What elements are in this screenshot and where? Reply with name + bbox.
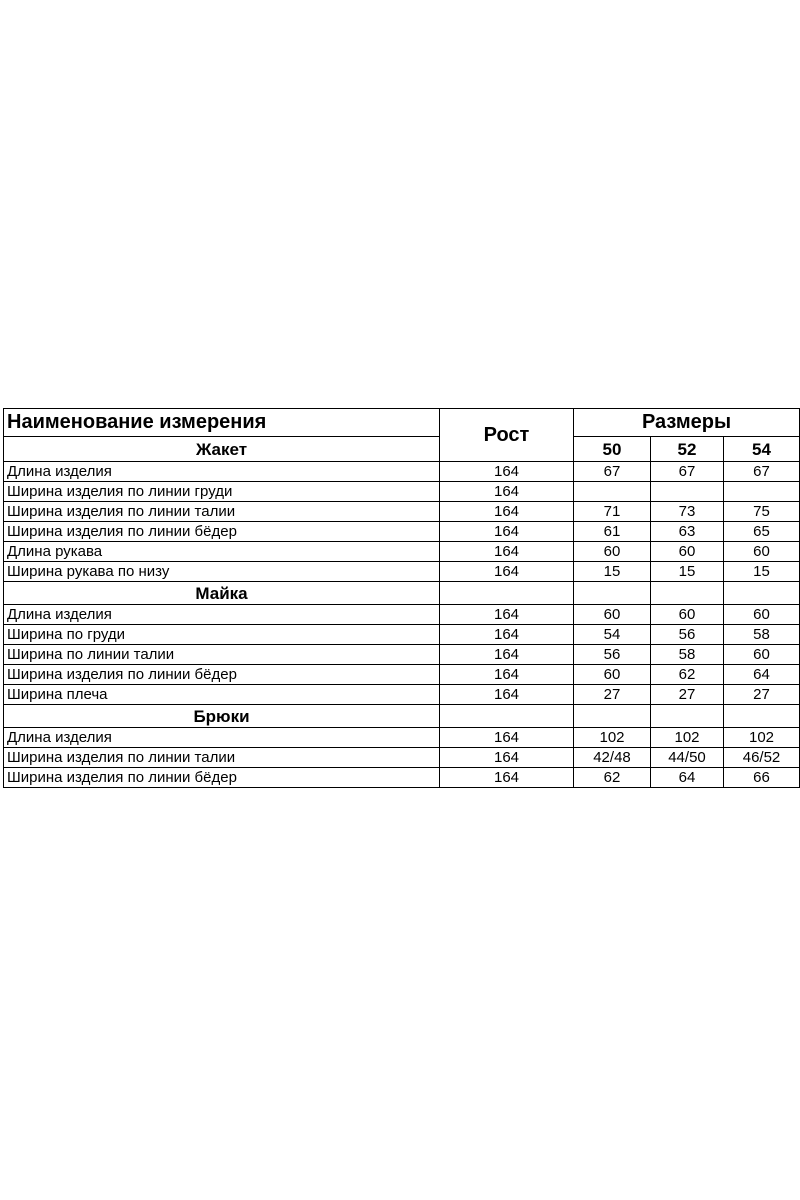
measure-name: Ширина изделия по линии груди [4,482,440,502]
table-row [4,605,800,625]
size-value: 56 [574,645,651,665]
size-value: 54 [574,625,651,645]
table-row [4,502,800,522]
table-row [4,522,800,542]
header-row [4,409,800,437]
size-54-header: 54 [724,437,800,462]
section-row [4,582,800,605]
measure-name: Ширина по линии талии [4,645,440,665]
size-value: 44/50 [651,748,724,768]
table-row [4,665,800,685]
size-50-header: 50 [574,437,651,462]
section-title: Брюки [4,705,440,728]
table-row [4,748,800,768]
size-value: 42/48 [574,748,651,768]
size-value [574,482,651,502]
table-row [4,562,800,582]
size-value: 102 [724,728,800,748]
section-title: Жакет [4,437,440,462]
size-52-header: 52 [651,437,724,462]
size-value: 67 [651,462,724,482]
size-value: 27 [574,685,651,705]
height-value: 164 [440,502,574,522]
size-value: 67 [724,462,800,482]
size-value: 63 [651,522,724,542]
height-value: 164 [440,605,574,625]
empty-cell [574,705,651,728]
table-row [4,645,800,665]
table-row [4,625,800,645]
measure-name: Ширина изделия по линии бёдер [4,665,440,685]
size-value: 62 [651,665,724,685]
sizes-header: Размеры [574,409,800,437]
section-row [4,437,800,462]
size-value: 27 [724,685,800,705]
size-value: 66 [724,768,800,788]
height-value: 164 [440,665,574,685]
height-value: 164 [440,768,574,788]
height-value: 164 [440,522,574,542]
size-value: 102 [651,728,724,748]
size-value: 60 [724,605,800,625]
measure-name: Ширина по груди [4,625,440,645]
table-row [4,482,800,502]
measure-name: Ширина изделия по линии талии [4,502,440,522]
size-value: 56 [651,625,724,645]
size-value: 71 [574,502,651,522]
measure-name: Ширина плеча [4,685,440,705]
height-value: 164 [440,685,574,705]
height-value: 164 [440,728,574,748]
size-value: 46/52 [724,748,800,768]
section-title: Майка [4,582,440,605]
table-row [4,685,800,705]
empty-cell [651,582,724,605]
height-value: 164 [440,542,574,562]
height-value: 164 [440,645,574,665]
table-row [4,768,800,788]
empty-cell [724,582,800,605]
table-row [4,542,800,562]
empty-cell [724,705,800,728]
size-value: 75 [724,502,800,522]
table-row [4,728,800,748]
size-value: 60 [574,542,651,562]
measure-header: Наименование измерения [4,409,440,437]
size-value: 60 [651,542,724,562]
measure-name: Ширина рукава по низу [4,562,440,582]
size-chart-table [3,408,800,788]
size-value: 15 [724,562,800,582]
size-value: 60 [651,605,724,625]
measure-name: Длина изделия [4,728,440,748]
height-value: 164 [440,482,574,502]
size-value: 64 [724,665,800,685]
size-value: 60 [574,605,651,625]
height-value: 164 [440,562,574,582]
size-value: 27 [651,685,724,705]
size-value: 58 [651,645,724,665]
measure-name: Длина изделия [4,605,440,625]
measure-name: Ширина изделия по линии бёдер [4,522,440,542]
measure-name: Ширина изделия по линии талии [4,748,440,768]
height-value: 164 [440,625,574,645]
size-value: 58 [724,625,800,645]
measure-name: Длина рукава [4,542,440,562]
height-header: Рост [440,409,574,462]
size-value: 67 [574,462,651,482]
empty-cell [440,582,574,605]
size-value: 62 [574,768,651,788]
measure-name: Ширина изделия по линии бёдер [4,768,440,788]
size-value: 15 [651,562,724,582]
empty-cell [651,705,724,728]
size-value: 73 [651,502,724,522]
size-value: 64 [651,768,724,788]
measure-name: Длина изделия [4,462,440,482]
height-value: 164 [440,748,574,768]
size-value: 61 [574,522,651,542]
table-row [4,462,800,482]
size-value: 65 [724,522,800,542]
height-value: 164 [440,462,574,482]
size-value: 60 [724,542,800,562]
size-value: 60 [574,665,651,685]
empty-cell [574,582,651,605]
size-value [651,482,724,502]
size-value [724,482,800,502]
size-value: 102 [574,728,651,748]
empty-cell [440,705,574,728]
size-value: 15 [574,562,651,582]
section-row [4,705,800,728]
size-value: 60 [724,645,800,665]
